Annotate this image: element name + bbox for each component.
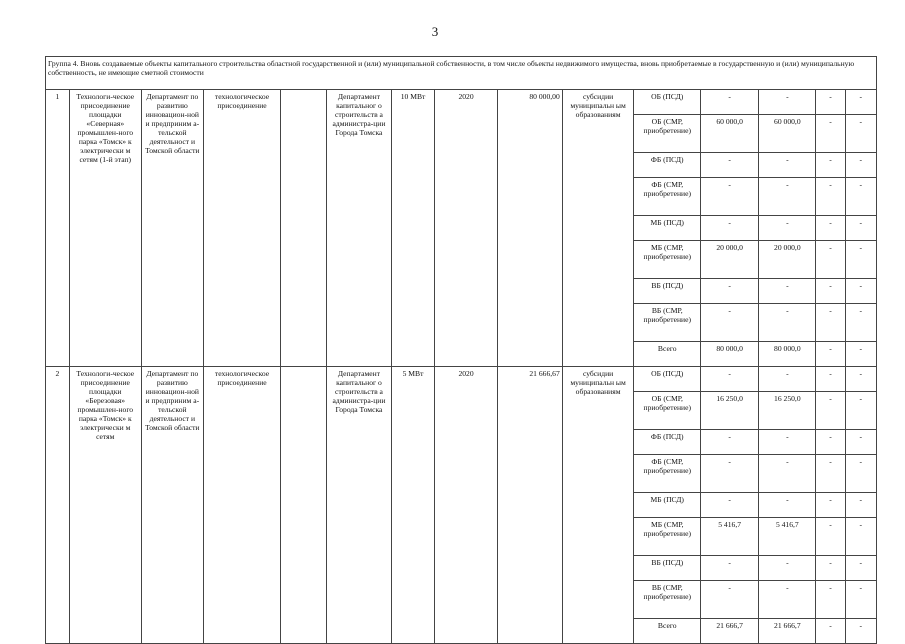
funding-source: ВБ (СМР, приобретение)	[634, 304, 701, 342]
value-total: 80 000,0	[701, 342, 759, 367]
value-2022: -	[845, 518, 876, 556]
value-total: -	[701, 279, 759, 304]
object-form: субсидии муниципальн ым образованиям	[562, 367, 634, 644]
value-total: -	[701, 367, 759, 392]
value-total: -	[701, 153, 759, 178]
value-2022: -	[845, 178, 876, 216]
object-year: 2020	[434, 367, 497, 644]
value-2022: -	[845, 619, 876, 644]
object-empty-cell	[280, 90, 326, 367]
value-2021: -	[816, 279, 845, 304]
value-2022: -	[845, 455, 876, 493]
object-power: 5 МВт	[392, 367, 435, 644]
funding-source: ВБ (ПСД)	[634, 279, 701, 304]
funding-source: ФБ (СМР, приобретение)	[634, 178, 701, 216]
value-2022: -	[845, 430, 876, 455]
value-2021: -	[816, 178, 845, 216]
value-total: -	[701, 556, 759, 581]
object-type: технологическое присоединение	[204, 367, 281, 644]
value-2020: -	[759, 581, 816, 619]
value-2022: -	[845, 153, 876, 178]
value-2021: -	[816, 153, 845, 178]
funding-source: ВБ (СМР, приобретение)	[634, 581, 701, 619]
page-number: 3	[431, 24, 439, 39]
value-2021: -	[816, 90, 845, 115]
value-2020: -	[759, 90, 816, 115]
value-total: -	[701, 216, 759, 241]
funding-source: ОБ (СМР, приобретение)	[634, 392, 701, 430]
value-2022: -	[845, 115, 876, 153]
value-2021: -	[816, 518, 845, 556]
value-2022: -	[845, 367, 876, 392]
value-2021: -	[816, 455, 845, 493]
value-2022: -	[845, 90, 876, 115]
value-2020: 60 000,0	[759, 115, 816, 153]
value-2021: -	[816, 241, 845, 279]
value-2021: -	[816, 581, 845, 619]
object-index: 1	[46, 90, 70, 367]
funding-source: МБ (ПСД)	[634, 216, 701, 241]
funding-source: ОБ (ПСД)	[634, 90, 701, 115]
object-index: 2	[46, 367, 70, 644]
funding-source: Всего	[634, 619, 701, 644]
value-2021: -	[816, 304, 845, 342]
value-2020: -	[759, 178, 816, 216]
object-cost: 80 000,00	[498, 90, 562, 367]
value-total: 20 000,0	[701, 241, 759, 279]
value-2020: -	[759, 153, 816, 178]
value-2020: 20 000,0	[759, 241, 816, 279]
funding-source: Всего	[634, 342, 701, 367]
value-total: 5 416,7	[701, 518, 759, 556]
value-2021: -	[816, 619, 845, 644]
value-2020: -	[759, 279, 816, 304]
value-total: -	[701, 304, 759, 342]
value-2020: -	[759, 367, 816, 392]
value-2022: -	[845, 392, 876, 430]
value-total: -	[701, 493, 759, 518]
value-2020: 5 416,7	[759, 518, 816, 556]
object-empty-cell	[280, 367, 326, 644]
value-2020: 21 666,7	[759, 619, 816, 644]
value-2020: 16 250,0	[759, 392, 816, 430]
table-row	[46, 90, 877, 115]
value-total: -	[701, 581, 759, 619]
funding-source: МБ (СМР, приобретение)	[634, 518, 701, 556]
value-2021: -	[816, 342, 845, 367]
object-customer: Департамент капитальног о строительств а администра-ции Города Томска	[326, 90, 392, 367]
value-2022: -	[845, 304, 876, 342]
funding-source: ВБ (ПСД)	[634, 556, 701, 581]
object-year: 2020	[434, 90, 497, 367]
object-department: Департамент по развитию инновацион-ной и предприним а-тельской деятельност и Томской области	[141, 367, 203, 644]
object-name: Технологи-ческое присоединение площадки «Березовая» промышлен-ного парка «Томск» к электрически м сетям	[69, 367, 141, 644]
funding-source: ФБ (СМР, приобретение)	[634, 455, 701, 493]
value-total: -	[701, 90, 759, 115]
value-total: -	[701, 455, 759, 493]
value-2021: -	[816, 216, 845, 241]
value-2020: -	[759, 556, 816, 581]
value-2020: 80 000,0	[759, 342, 816, 367]
value-2020: -	[759, 430, 816, 455]
object-form: субсидии муниципальн ым образованиям	[562, 90, 634, 367]
value-2022: -	[845, 216, 876, 241]
value-2020: -	[759, 304, 816, 342]
value-2022: -	[845, 556, 876, 581]
value-total: 60 000,0	[701, 115, 759, 153]
funding-source: ОБ (СМР, приобретение)	[634, 115, 701, 153]
group-title: Группа 4. Вновь создаваемые объекты капитального строительства областной государственной и (или) муниципальной собственности, в том числе объекты недвижимого имущества, вновь приобретаемые в государственную и (или) муниципальную собственность, не имеющие сметной стоимости	[46, 57, 877, 90]
value-total: 16 250,0	[701, 392, 759, 430]
value-2020: -	[759, 455, 816, 493]
value-2022: -	[845, 279, 876, 304]
object-department: Департамент по развитию инновацион-ной и предприним а-тельской деятельност и Томской области	[141, 90, 203, 367]
value-2020: -	[759, 216, 816, 241]
value-total: -	[701, 430, 759, 455]
value-2021: -	[816, 430, 845, 455]
table-row	[46, 367, 877, 392]
value-2020: -	[759, 493, 816, 518]
object-cost: 21 666,67	[498, 367, 562, 644]
value-2021: -	[816, 392, 845, 430]
objects-table	[45, 56, 877, 644]
funding-source: ОБ (ПСД)	[634, 367, 701, 392]
object-customer: Департамент капитальног о строительств а администра-ции Города Томска	[326, 367, 392, 644]
object-type: технологическое присоединение	[204, 90, 281, 367]
value-2022: -	[845, 581, 876, 619]
funding-source: ФБ (ПСД)	[634, 153, 701, 178]
value-total: 21 666,7	[701, 619, 759, 644]
value-2021: -	[816, 493, 845, 518]
value-2021: -	[816, 367, 845, 392]
value-total: -	[701, 178, 759, 216]
value-2022: -	[845, 241, 876, 279]
funding-source: ФБ (ПСД)	[634, 430, 701, 455]
funding-source: МБ (ПСД)	[634, 493, 701, 518]
funding-source: МБ (СМР, приобретение)	[634, 241, 701, 279]
value-2022: -	[845, 342, 876, 367]
value-2021: -	[816, 115, 845, 153]
object-name: Технологи-ческое присоединение площадки «Северная» промышлен-ного парка «Томск» к электрически м сетям (1-й этап)	[69, 90, 141, 367]
value-2021: -	[816, 556, 845, 581]
value-2022: -	[845, 493, 876, 518]
object-power: 10 МВт	[392, 90, 435, 367]
